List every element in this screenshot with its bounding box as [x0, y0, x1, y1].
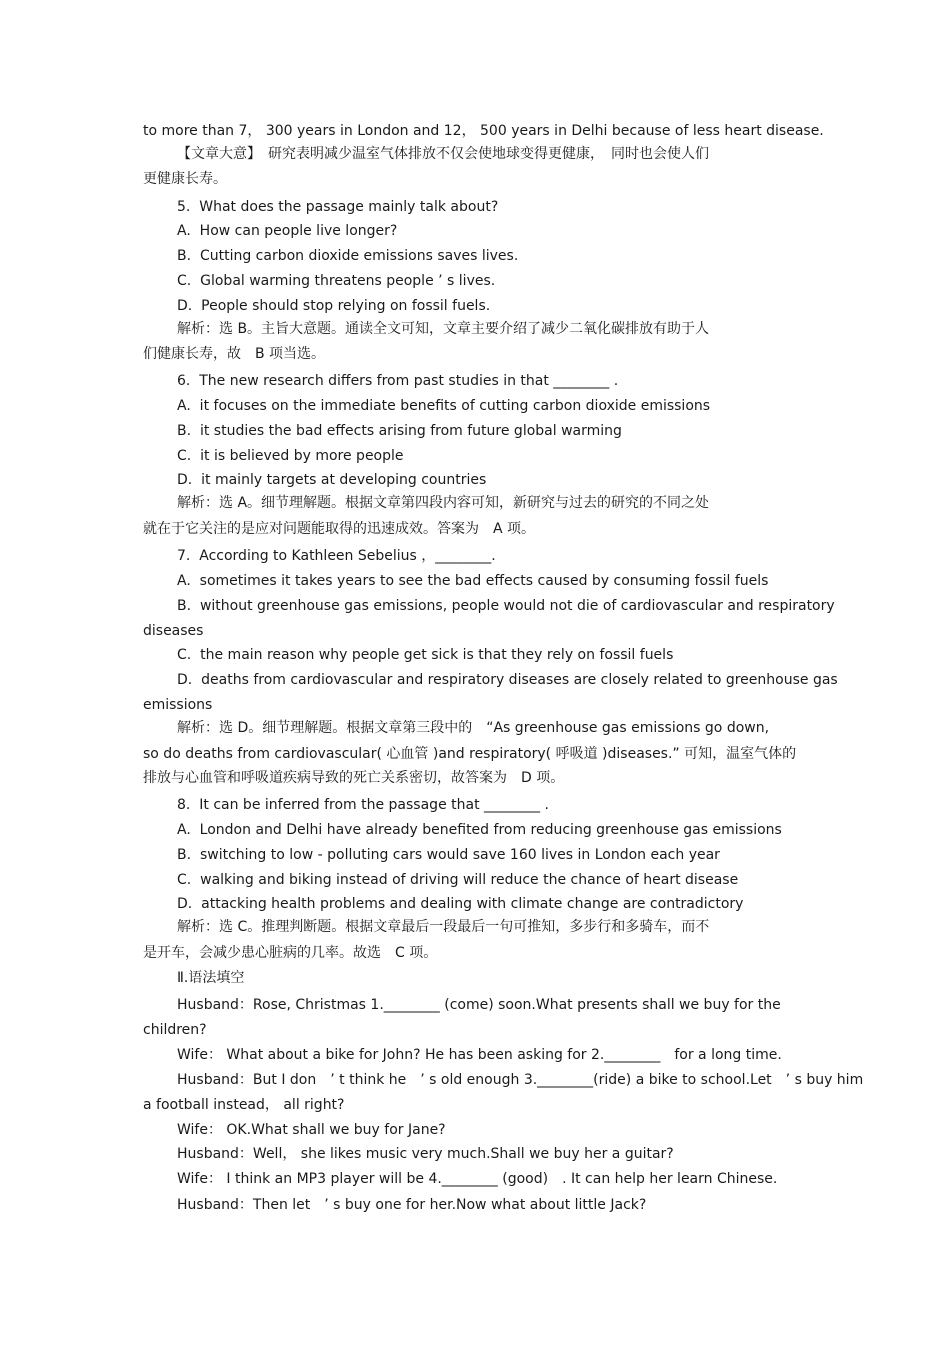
option-c: C. the main reason why people get sick is that they rely on fossil fuels [177, 647, 674, 663]
option-d: D. it mainly targets at developing countries [177, 472, 487, 488]
option-b: B. Cutting carbon dioxide emissions saves lives. [177, 248, 519, 264]
option-a: A. London and Delhi have already benefited from reducing greenhouse gas emissions [177, 822, 782, 838]
question-8: 8. It can be inferred from the passage that ________ . [177, 797, 549, 813]
option-d: emissions [143, 697, 213, 713]
option-d: D. People should stop relying on fossil fuels. [177, 298, 491, 314]
analysis: so do deaths from cardiovascular( 心血管 )and respiratory( 呼吸道 )diseases.” 可知，温室气体的 [143, 746, 797, 762]
dialogue-line: Husband：But I don ’ t think he ’ s old enough 3.________(ride) a bike to school.Let ’ s buy him [177, 1072, 864, 1088]
option-b: B. without greenhouse gas emissions, people would not die of cardiovascular and respiratory [177, 598, 835, 614]
option-d: D. attacking health problems and dealing with climate change are contradictory [177, 896, 744, 912]
option-d: D. deaths from cardiovascular and respiratory diseases are closely related to greenhouse gas [177, 672, 838, 688]
question-6: 6. The new research differs from past studies in that ________ . [177, 373, 619, 389]
dialogue-line: Husband：Rose, Christmas 1.________ (come) soon.What presents shall we buy for the [177, 997, 781, 1013]
question-7: 7. According to Kathleen Sebelius ，________. [177, 548, 496, 564]
text-line: 【文章大意】 研究表明减少温室气体排放不仅会使地球变得更健康， 同时也会使人们 [177, 146, 709, 162]
dialogue-line: children? [143, 1022, 207, 1038]
option-b: diseases [143, 623, 204, 639]
analysis: 解析：选 C。推理判断题。根据文章最后一段最后一句可推知，多步行和多骑车，而不 [177, 919, 710, 935]
option-a: A. sometimes it takes years to see the bad effects caused by consuming fossil fuels [177, 573, 769, 589]
option-b: B. it studies the bad effects arising from future global warming [177, 423, 622, 439]
option-b: B. switching to low - polluting cars would save 160 lives in London each year [177, 847, 720, 863]
dialogue-line: Wife： OK.What shall we buy for Jane? [177, 1122, 446, 1138]
dialogue-line: Husband：Well， she likes music very much.Shall we buy her a guitar? [177, 1146, 674, 1162]
analysis: 们健康长寿，故 B 项当选。 [143, 346, 326, 362]
analysis: 解析：选 A。细节理解题。根据文章第四段内容可知，新研究与过去的研究的不同之处 [177, 495, 710, 511]
dialogue-line: Wife： What about a bike for John? He has been asking for 2.________ for a long time. [177, 1047, 782, 1063]
option-c: C. walking and biking instead of driving will reduce the chance of heart disease [177, 872, 739, 888]
option-c: C. Global warming threatens people ’ s lives. [177, 273, 496, 289]
dialogue-line: Husband：Then let ’ s buy one for her.Now what about little Jack? [177, 1197, 647, 1213]
analysis: 就在于它关注的是应对问题能取得的迅速成效。答案为 A 项。 [143, 521, 536, 537]
text-line: 更健康长寿。 [143, 171, 227, 187]
dialogue-line: a football instead， all right? [143, 1097, 345, 1113]
analysis: 是开车，会减少患心脏病的几率。故选 C 项。 [143, 945, 438, 961]
dialogue-line: Wife： I think an MP3 player will be 4.________ (good) . It can help her learn Chinese. [177, 1171, 778, 1187]
text-line: to more than 7， 300 years in London and 12， 500 years in Delhi because of less heart disease. [143, 123, 824, 139]
analysis: 排放与心血管和呼吸道疾病导致的死亡关系密切，故答案为 D 项。 [143, 770, 565, 786]
question-5: 5. What does the passage mainly talk about? [177, 199, 499, 215]
section-heading: Ⅱ.语法填空 [177, 970, 245, 986]
option-a: A. How can people live longer? [177, 223, 398, 239]
analysis: 解析：选 D。细节理解题。根据文章第三段中的 “As greenhouse gas emissions go down, [177, 720, 770, 736]
option-c: C. it is believed by more people [177, 448, 404, 464]
option-a: A. it focuses on the immediate benefits of cutting carbon dioxide emissions [177, 398, 711, 414]
analysis: 解析：选 B。主旨大意题。通读全文可知，文章主要介绍了减少二氧化碳排放有助于人 [177, 321, 710, 337]
